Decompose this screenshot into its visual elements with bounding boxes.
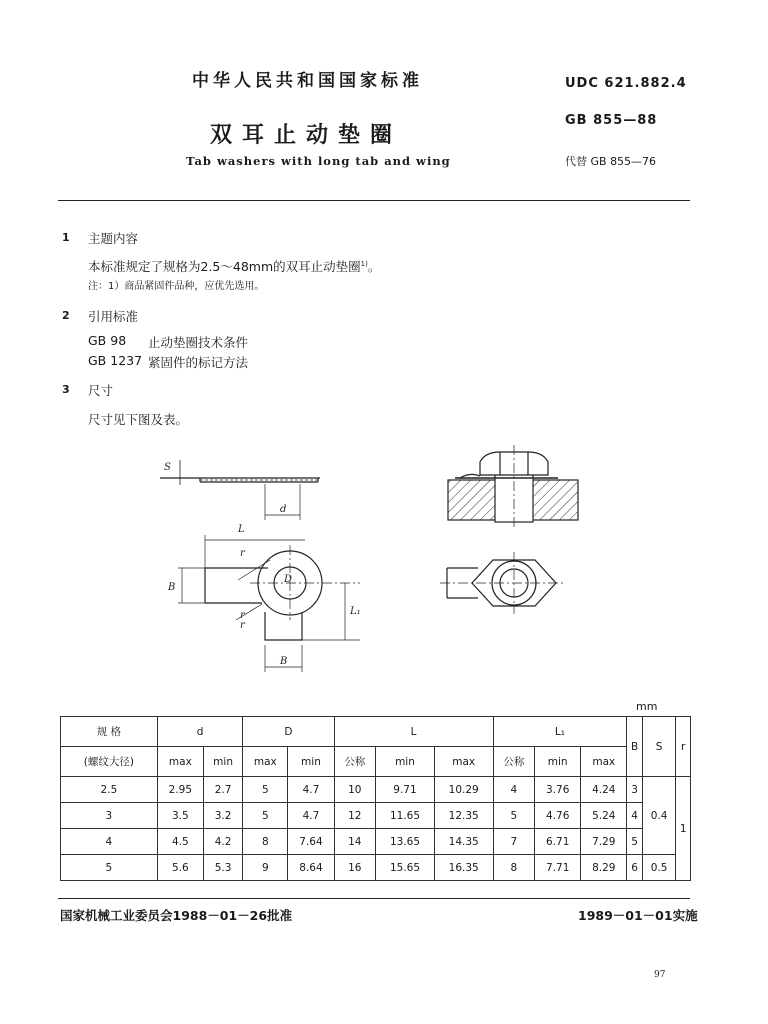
section-1-text-end: 。 [367, 259, 381, 274]
col-d-max: max [157, 747, 203, 777]
cell-spec: 3 [61, 803, 158, 829]
col-D-max: max [243, 747, 288, 777]
cell-d-min: 5.3 [203, 855, 242, 881]
cell-L-min: 11.65 [376, 803, 435, 829]
cell-L-max: 10.29 [434, 777, 493, 803]
cell-D-max: 5 [243, 803, 288, 829]
cell-L1-max: 7.29 [581, 829, 627, 855]
cell-L1-nom: 5 [493, 803, 535, 829]
table-unit: mm [636, 700, 658, 713]
cell-d-min: 2.7 [203, 777, 242, 803]
effective-date: 1989－01－01实施 [578, 908, 698, 923]
col-d-min: min [203, 747, 242, 777]
col-spec-sub: (螺纹大径) [61, 747, 158, 777]
cell-L-nom: 16 [334, 855, 376, 881]
col-L1-max: max [581, 747, 627, 777]
cell-D-min: 4.7 [288, 803, 334, 829]
cell-B: 4 [627, 803, 643, 829]
section-1-text-main: 本标准规定了规格为2.5～48mm的双耳止动垫圈 [88, 259, 361, 274]
col-L1: L₁ [493, 717, 627, 747]
table-row [61, 777, 691, 803]
header-rule [58, 200, 690, 201]
label-B-left: B [168, 582, 176, 593]
col-D: D [243, 717, 334, 747]
cell-d-min: 3.2 [203, 803, 242, 829]
col-L-max: max [434, 747, 493, 777]
section-3-text: 尺寸见下图及表。 [88, 412, 189, 427]
document-title-cn: 双耳止动垫圈 [210, 123, 403, 148]
section-3-title: 尺寸 [88, 383, 114, 398]
col-L-nom: 公称 [334, 747, 376, 777]
assembly-section [448, 445, 578, 528]
approval-date: 国家机械工业委员会1988－01－26批准 [60, 908, 293, 923]
label-B-bottom: B [280, 656, 288, 667]
cell-D-max: 8 [243, 829, 288, 855]
cell-L-nom: 12 [334, 803, 376, 829]
cell-D-min: 4.7 [288, 777, 334, 803]
cell-L-max: 12.35 [434, 803, 493, 829]
table-header-row-2 [61, 747, 691, 777]
issuing-authority: 中华人民共和国国家标准 [192, 71, 423, 91]
col-spec: 规 格 [61, 717, 158, 747]
reference-1-code: GB 98 [88, 333, 127, 348]
section-2-title: 引用标准 [88, 309, 139, 324]
page-number: 97 [654, 970, 666, 980]
cell-L1-min: 7.71 [535, 855, 581, 881]
dimension-table [60, 716, 691, 881]
standard-number: GB 855—88 [565, 113, 658, 128]
cell-spec: 2.5 [61, 777, 158, 803]
cell-L-max: 16.35 [434, 855, 493, 881]
footer-rule [58, 898, 690, 899]
reference-1-name: 止动垫圈技术条件 [148, 335, 249, 350]
cell-S-group: 0.4 [642, 777, 675, 855]
cell-L-min: 13.65 [376, 829, 435, 855]
cell-r-group: 1 [676, 777, 691, 881]
label-S: S [164, 462, 171, 473]
cell-d-max: 2.95 [157, 777, 203, 803]
cell-D-min: 8.64 [288, 855, 334, 881]
replaces-standard: 代替 GB 855—76 [565, 155, 657, 168]
col-L1-min: min [535, 747, 581, 777]
cell-L1-max: 5.24 [581, 803, 627, 829]
col-D-min: min [288, 747, 334, 777]
cell-D-min: 7.64 [288, 829, 334, 855]
table-header-row-1 [61, 717, 691, 747]
cell-L1-min: 4.76 [535, 803, 581, 829]
section-2-number: 2 [62, 309, 70, 322]
section-1-number: 1 [62, 231, 70, 244]
label-r-3: r [240, 620, 245, 631]
col-L-min: min [376, 747, 435, 777]
label-d: d [280, 504, 287, 515]
section-1-text [88, 257, 380, 275]
cell-D-max: 5 [243, 777, 288, 803]
document-title-en: Tab washers with long tab and wing [186, 154, 451, 168]
label-L: L [238, 524, 245, 535]
table-row [61, 803, 691, 829]
cell-D-max: 9 [243, 855, 288, 881]
side-view [160, 460, 320, 520]
label-D: D [284, 574, 293, 585]
cell-B: 6 [627, 855, 643, 881]
top-view [178, 535, 360, 672]
section-3-number: 3 [62, 383, 70, 396]
cell-d-max: 3.5 [157, 803, 203, 829]
label-r-2: r [240, 610, 245, 621]
col-d: d [157, 717, 242, 747]
cell-L1-max: 8.29 [581, 855, 627, 881]
cell-L-min: 9.71 [376, 777, 435, 803]
udc-code: UDC 621.882.4 [565, 76, 687, 91]
cell-L-nom: 14 [334, 829, 376, 855]
cell-L-min: 15.65 [376, 855, 435, 881]
cell-d-max: 5.6 [157, 855, 203, 881]
cell-L1-nom: 8 [493, 855, 535, 881]
col-S: S [642, 717, 675, 777]
cell-spec: 5 [61, 855, 158, 881]
washer-drawing [0, 440, 768, 700]
section-1-note: 注：1）商品紧固件品种，应优先选用。 [88, 281, 265, 292]
col-L: L [334, 717, 493, 747]
cell-L-nom: 10 [334, 777, 376, 803]
reference-2-code: GB 1237 [88, 353, 143, 368]
col-r: r [676, 717, 691, 777]
reference-2-name: 紧固件的标记方法 [148, 355, 249, 370]
assembly-top-view [440, 552, 565, 614]
cell-S-last: 0.5 [642, 855, 675, 881]
cell-L1-nom: 7 [493, 829, 535, 855]
cell-spec: 4 [61, 829, 158, 855]
footnote-ref: 1) [360, 259, 368, 268]
cell-L1-min: 3.76 [535, 777, 581, 803]
label-r-1: r [240, 548, 245, 559]
cell-L-max: 14.35 [434, 829, 493, 855]
cell-d-min: 4.2 [203, 829, 242, 855]
cell-L1-min: 6.71 [535, 829, 581, 855]
label-L1: L₁ [350, 606, 361, 617]
table-row [61, 829, 691, 855]
section-1-title: 主题内容 [88, 231, 139, 246]
cell-L1-max: 4.24 [581, 777, 627, 803]
cell-B: 5 [627, 829, 643, 855]
table-row [61, 855, 691, 881]
cell-B: 3 [627, 777, 643, 803]
cell-d-max: 4.5 [157, 829, 203, 855]
col-L1-nom: 公称 [493, 747, 535, 777]
col-B: B [627, 717, 643, 777]
cell-L1-nom: 4 [493, 777, 535, 803]
